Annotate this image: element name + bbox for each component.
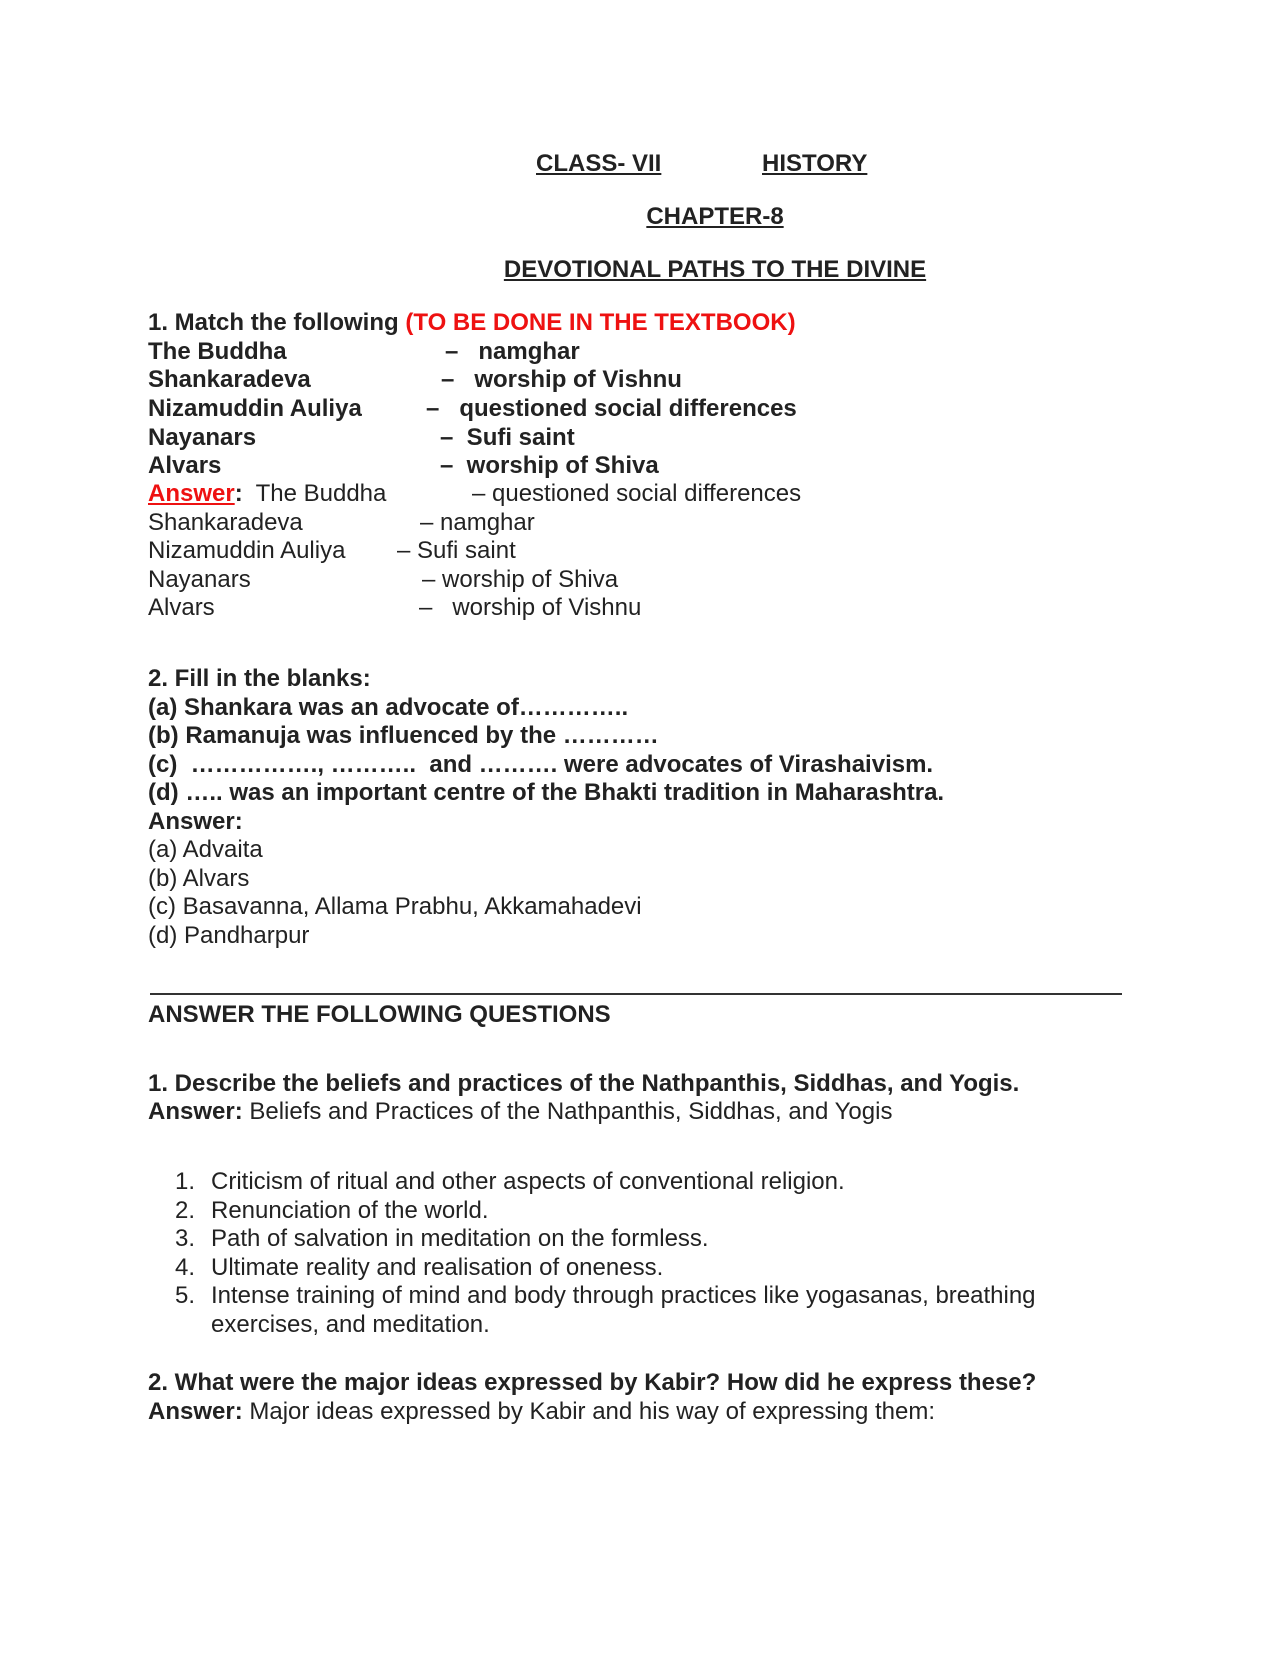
- qa2-answer-line: [148, 1398, 935, 1426]
- match-right: – namghar: [445, 338, 580, 365]
- answer-right: – questioned social differences: [472, 480, 802, 507]
- answer-left: Nizamuddin Auliya: [148, 537, 346, 564]
- list-item: Renunciation of the world.: [211, 1197, 489, 1224]
- answer-right: – worship of Vishnu: [419, 594, 642, 621]
- match-right: – worship of Vishnu: [441, 366, 682, 393]
- match-right: – worship of Shiva: [440, 452, 659, 479]
- blank-item: (c) ……………., ……….. and ………. were advocates of Virashaivism.: [148, 751, 934, 778]
- class-label: CLASS- VII: [536, 150, 662, 177]
- match-left: Shankaradeva: [148, 366, 311, 393]
- answer-left: The Buddha: [255, 480, 387, 507]
- match-left: The Buddha: [148, 338, 287, 365]
- answer-left: Shankaradeva: [148, 509, 303, 536]
- blank-item: (a) Shankara was an advocate of…………..: [148, 694, 629, 721]
- q1-textbook-note: (TO BE DONE IN THE TEXTBOOK): [405, 309, 796, 336]
- list-number: 5.: [174, 1282, 195, 1309]
- chapter-label: CHAPTER-8: [646, 203, 784, 230]
- match-left: Alvars: [148, 452, 222, 479]
- qa2-question: 2. What were the major ideas expressed by Kabir? How did he express these?: [148, 1369, 1037, 1396]
- q1-heading: 1. Match the following: [148, 309, 399, 336]
- match-left: Nayanars: [148, 424, 257, 451]
- qa1-answer-label: Answer:: [148, 1098, 243, 1125]
- list-item: Path of salvation in meditation on the formless.: [211, 1225, 709, 1252]
- answer-right: – namghar: [420, 509, 535, 536]
- blank-item: (d) ….. was an important centre of the Bhakti tradition in Maharashtra.: [148, 779, 945, 806]
- blank-answer: (b) Alvars: [148, 865, 250, 892]
- list-number: 2.: [174, 1197, 195, 1224]
- qa2-answer-label: Answer:: [148, 1398, 243, 1425]
- blank-answer: (c) Basavanna, Allama Prabhu, Akkamahadevi: [148, 893, 642, 920]
- list-number: 3.: [174, 1225, 195, 1252]
- section-divider: [150, 993, 1122, 995]
- q2-heading: 2. Fill in the blanks:: [148, 665, 371, 692]
- q1-answer-colon: :: [234, 480, 243, 507]
- list-item-continuation: exercises, and meditation.: [211, 1311, 490, 1338]
- subject-label: HISTORY: [762, 150, 868, 177]
- list-number: 4.: [174, 1254, 195, 1281]
- list-item: Criticism of ritual and other aspects of conventional religion.: [211, 1168, 845, 1195]
- match-right: – questioned social differences: [426, 395, 797, 422]
- qa1-answer-line: [148, 1098, 892, 1126]
- answer-left: Alvars: [148, 594, 215, 621]
- qa1-answer-text: Beliefs and Practices of the Nathpanthis, Siddhas, and Yogis: [242, 1098, 893, 1125]
- q1-heading-line: [148, 309, 796, 337]
- blank-item: (b) Ramanuja was influenced by the …………: [148, 722, 659, 749]
- section-heading: ANSWER THE FOLLOWING QUESTIONS: [148, 1001, 611, 1028]
- list-number: 1.: [174, 1168, 195, 1195]
- answer-left: Nayanars: [148, 566, 251, 593]
- blank-answer: (a) Advaita: [148, 836, 263, 863]
- match-left: Nizamuddin Auliya: [148, 395, 362, 422]
- answer-right: – worship of Shiva: [422, 566, 619, 593]
- q2-answer-label: Answer:: [148, 808, 243, 835]
- list-item: Intense training of mind and body through practices like yogasanas, breathing: [211, 1282, 1036, 1309]
- q1-answer-line: [148, 480, 386, 508]
- chapter-title: DEVOTIONAL PATHS TO THE DIVINE: [503, 256, 927, 283]
- blank-answer: (d) Pandharpur: [148, 922, 310, 949]
- answer-right: – Sufi saint: [397, 537, 516, 564]
- qa1-question: 1. Describe the beliefs and practices of the Nathpanthis, Siddhas, and Yogis.: [148, 1070, 1020, 1097]
- match-right: – Sufi saint: [440, 424, 575, 451]
- qa2-answer-text: Major ideas expressed by Kabir and his way of expressing them:: [242, 1398, 936, 1425]
- list-item: Ultimate reality and realisation of oneness.: [211, 1254, 664, 1281]
- q1-answer-label: Answer: [148, 480, 235, 507]
